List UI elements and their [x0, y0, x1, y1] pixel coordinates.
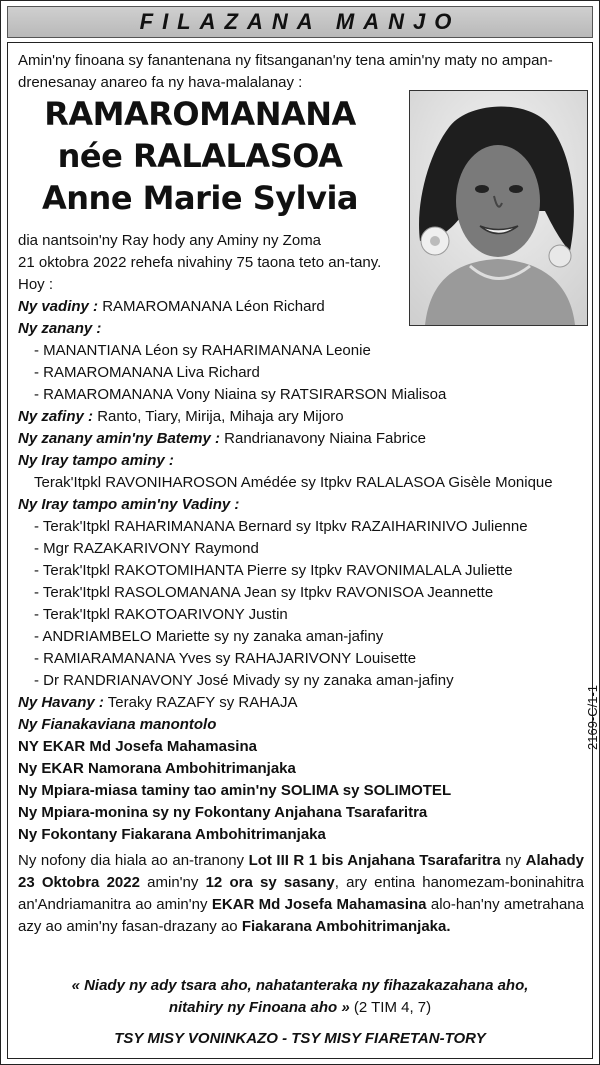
- iray-tampo-vadiny-item: - Dr RANDRIANAVONY José Mivady sy ny zanaka aman-jafiny: [34, 672, 454, 689]
- iray-tampo-vadiny-item: - Terak'Itpkl RAKOTOMIHANTA Pierre sy Itpkv RAVONIMALALA Juliette: [34, 562, 513, 579]
- deceased-surname: RAMAROMANANA: [44, 95, 356, 133]
- quote-line-1: « Niady ny ady tsara aho, nahatanteraka ny fihazakazahana aho,: [71, 977, 529, 994]
- havany-value: Teraky RAZAFY sy RAHAJA: [107, 694, 298, 711]
- zanany-item: - RAMAROMANANA Liva Richard: [34, 364, 260, 381]
- death-line-3: Hoy :: [18, 276, 54, 293]
- zanany-item: - RAMAROMANANA Vony Niaina sy RATSIRARSON Mialisoa: [34, 386, 447, 403]
- iray-tampo-vadiny-item: - Terak'Itpkl RAHARIMANANA Bernard sy Itpkv RAZAIHARINIVO Julienne: [34, 518, 528, 535]
- zanany-label: Ny zanany :: [18, 320, 102, 337]
- batemy-row: [18, 428, 426, 450]
- death-line-2: 21 oktobra 2022 rehefa nivahiny 75 taona teto an-tany.: [18, 254, 382, 271]
- batemy-label: Ny zanany amin'ny Batemy :: [18, 430, 220, 447]
- iray-tampo-vadiny-item: - ANDRIAMBELO Mariette sy ny zanaka aman-jafiny: [34, 628, 384, 645]
- havany-row: [18, 692, 298, 714]
- footer-note: TSY MISY VONINKAZO - TSY MISY FIARETAN-TORY: [114, 1030, 486, 1047]
- death-line-1: dia nantsoin'ny Ray hody any Aminy ny Zoma: [18, 232, 322, 249]
- zafiny-value: Ranto, Tiary, Mirija, Mihaja ary Mijoro: [97, 408, 344, 425]
- reference-code: 2169-C/1-1: [585, 684, 600, 750]
- quote-line-2: [0, 997, 600, 1019]
- zafiny-row: [18, 406, 344, 428]
- deceased-maiden-name: née RALALASOA: [57, 137, 343, 175]
- deceased-photo: [409, 90, 588, 326]
- funeral-text: alo-han'ny ametrahana azy ao amin'ny fasan-drazany ao: [18, 896, 584, 935]
- vadiny-row: [18, 296, 325, 318]
- group-line: Ny Mpiara-miasa taminy tao amin'ny SOLIMA sy SOLIMOTEL: [18, 782, 452, 799]
- group-line: NY EKAR Md Josefa Mahamasina: [18, 738, 257, 755]
- iray-tampo-vadiny-item: - Mgr RAZAKARIVONY Raymond: [34, 540, 259, 557]
- funeral-paragraph: [18, 850, 584, 938]
- funeral-text: Ny nofony dia hiala ao an-tranony: [18, 852, 249, 869]
- funeral-address: Lot III R 1 bis Anjahana Tsarafaritra: [248, 852, 501, 869]
- notice-banner: FILAZANA MANJO: [7, 6, 593, 38]
- vadiny-label: Ny vadiny :: [18, 298, 99, 315]
- fianakaviana-line: Ny Fianakaviana manontolo: [18, 716, 217, 733]
- iray-tampo-vadiny-item: - RAMIARAMANANA Yves sy RAHAJARIVONY Louisette: [34, 650, 417, 667]
- deceased-given-names: Anne Marie Sylvia: [42, 179, 358, 217]
- intro-line-2: drenesanay anareo fa ny hava-malalanay :: [18, 74, 303, 91]
- iray-tampo-vadiny-item: - Terak'Itpkl RASOLOMANANA Jean sy Itpkv RAVONISOA Jeannette: [34, 584, 494, 601]
- funeral-text: , ary entina hanomezam-boninahitra an'Andriamanitra ao amin'ny: [18, 874, 585, 913]
- funeral-text: ny: [500, 852, 526, 869]
- funeral-text: amin'ny: [139, 874, 206, 891]
- iray-tampo-label: Ny Iray tampo aminy :: [18, 452, 174, 469]
- iray-tampo-item: Terak'Itpkl RAVONIHAROSON Amédée sy Itpkv RALALASOA Gisèle Monique: [34, 474, 553, 491]
- batemy-value: Randrianavony Niaina Fabrice: [224, 430, 426, 447]
- funeral-date: Alahady 23 Oktobra 2022: [18, 852, 584, 891]
- vadiny-value: RAMAROMANANA Léon Richard: [102, 298, 325, 315]
- zafiny-label: Ny zafiny :: [18, 408, 94, 425]
- group-line: Ny Fokontany Fiakarana Ambohitrimanjaka: [18, 826, 326, 843]
- funeral-burial-place: Fiakarana Ambohitrimanjaka.: [241, 918, 451, 935]
- group-line: Ny EKAR Namorana Ambohitrimanjaka: [18, 760, 296, 777]
- zanany-item: - MANANTIANA Léon sy RAHARIMANANA Leonie: [34, 342, 371, 359]
- intro-line-1: Amin'ny finoana sy fanantenana ny fitsanganan'ny tena amin'ny maty no ampan-: [18, 52, 553, 69]
- group-line: Ny Mpiara-monina sy ny Fokontany Anjahana Tsarafaritra: [18, 804, 428, 821]
- quote-reference: (2 TIM 4, 7): [349, 999, 432, 1016]
- havany-label: Ny Havany :: [18, 694, 104, 711]
- iray-tampo-vadiny-label: Ny Iray tampo amin'ny Vadiny :: [18, 496, 240, 513]
- quote-text: nitahiry ny Finoana aho »: [168, 999, 350, 1016]
- iray-tampo-vadiny-item: - Terak'Itpkl RAKOTOARIVONY Justin: [34, 606, 288, 623]
- funeral-time: 12 ora sy sasany: [205, 874, 335, 891]
- funeral-church: EKAR Md Josefa Mahamasina: [211, 896, 427, 913]
